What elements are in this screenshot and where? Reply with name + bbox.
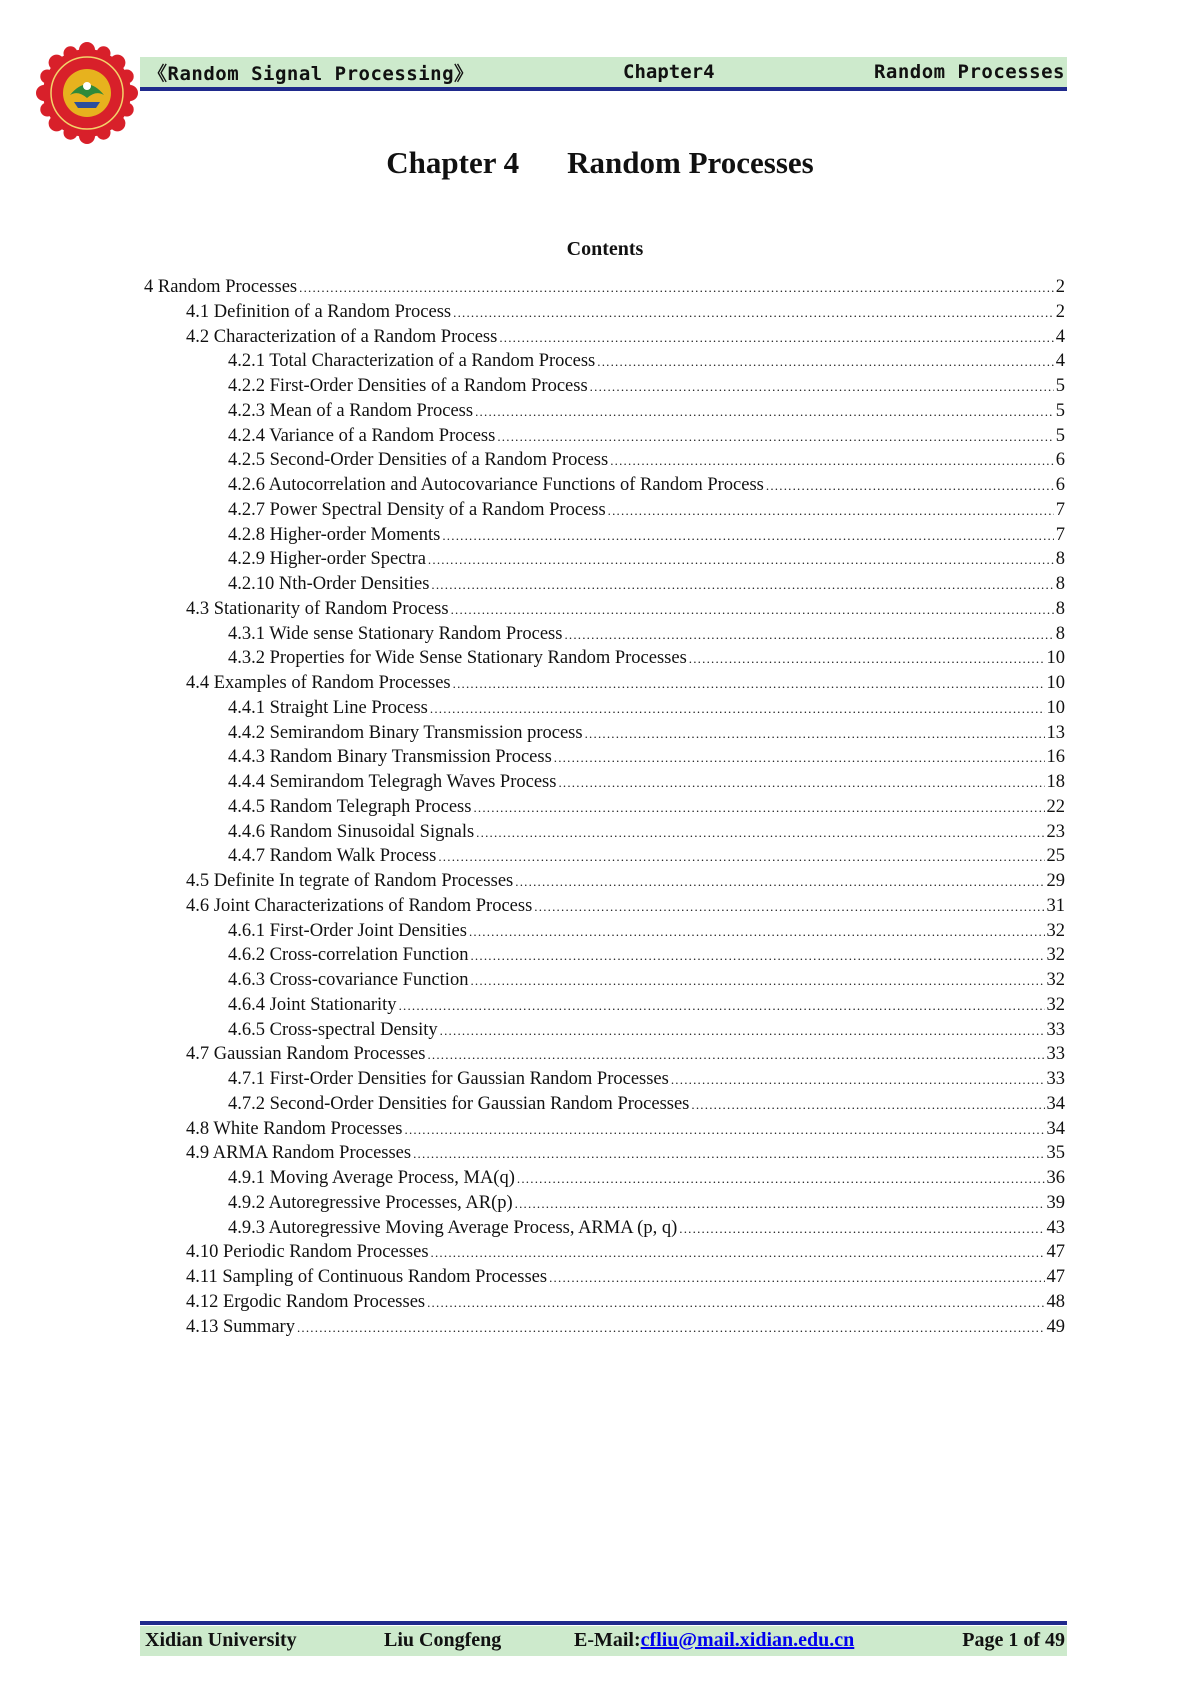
toc-entry-title: 4.4.7 Random Walk Process — [228, 846, 437, 867]
toc-entry-page: 7 — [1055, 499, 1065, 520]
toc-entry-title: 4.6.5 Cross-spectral Density — [228, 1019, 438, 1040]
toc-entry-title: 4.9.1 Moving Average Process, MA(q) — [228, 1168, 515, 1188]
toc-entry[interactable] — [144, 475, 1065, 500]
toc-entry-title: 4.11 Sampling of Continuous Random Processes — [186, 1267, 548, 1287]
toc-entry[interactable] — [144, 1143, 1065, 1168]
toc-entry-title: 4.1 Definition of a Random Process — [186, 301, 452, 322]
toc-dot-leader — [427, 1292, 1044, 1313]
toc-entry-title: 4.6.2 Cross-correlation Function — [228, 945, 469, 966]
toc-entry-title: 4.6 Joint Characterizations of Random Process — [186, 895, 533, 916]
toc-entry[interactable] — [144, 525, 1065, 550]
toc-entry-page: 32 — [1046, 994, 1065, 1015]
toc-entry-title: 4.2.9 Higher-order Spectra — [228, 549, 426, 570]
toc-entry-title: 4.4.1 Straight Line Process — [228, 697, 428, 718]
toc-dot-leader — [438, 846, 1044, 867]
toc-dot-leader — [297, 1317, 1045, 1338]
toc-entry-page: 35 — [1046, 1143, 1065, 1164]
toc-dot-leader — [515, 871, 1044, 892]
toc-entry[interactable] — [144, 376, 1065, 401]
toc-entry-title: 4.4.6 Random Sinusoidal Signals — [228, 821, 475, 842]
toc-entry-page: 18 — [1046, 772, 1065, 792]
toc-entry[interactable] — [144, 896, 1065, 921]
toc-entry-page: 32 — [1046, 920, 1065, 941]
toc-dot-leader — [430, 698, 1045, 719]
toc-dot-leader — [453, 673, 1045, 694]
toc-dot-leader — [427, 1044, 1044, 1065]
footer-email-label: E-Mail: — [574, 1629, 641, 1651]
toc-dot-leader — [515, 1193, 1045, 1214]
toc-entry-page: 7 — [1055, 524, 1065, 545]
toc-entry-title: 4.10 Periodic Random Processes — [186, 1242, 429, 1263]
toc-entry-page: 5 — [1055, 425, 1065, 446]
toc-dot-leader — [691, 1094, 1044, 1115]
toc-entry-page: 31 — [1046, 895, 1065, 916]
toc-entry[interactable] — [144, 327, 1065, 352]
toc-entry[interactable] — [144, 797, 1065, 822]
header-chapter: Chapter4 — [623, 61, 715, 83]
toc-entry-page: 34 — [1046, 1093, 1065, 1114]
toc-entry[interactable] — [144, 1267, 1065, 1292]
toc-entry-page: 33 — [1046, 1044, 1065, 1065]
toc-entry[interactable] — [144, 822, 1065, 847]
toc-entry[interactable] — [144, 624, 1065, 649]
toc-entry-title: 4.9.3 Autoregressive Moving Average Process, ARMA (p, q) — [228, 1217, 678, 1238]
toc-entry-title: 4.6.1 First-Order Joint Densities — [228, 920, 467, 941]
toc-entry[interactable] — [144, 648, 1065, 673]
toc-entry[interactable] — [144, 772, 1065, 797]
toc-dot-leader — [554, 747, 1045, 768]
toc-dot-leader — [590, 376, 1054, 397]
toc-dot-leader — [610, 450, 1054, 471]
toc-dot-leader — [442, 525, 1053, 546]
toc-entry[interactable] — [144, 945, 1065, 970]
toc-entry-title: 4.2.7 Power Spectral Density of a Random Process — [228, 499, 606, 520]
toc-entry-title: 4.12 Ergodic Random Processes — [186, 1291, 426, 1312]
toc-entry-title: 4.2 Characterization of a Random Process — [186, 326, 498, 347]
toc-entry-title: 4.7.2 Second-Order Densities for Gaussian Random Processes — [228, 1093, 690, 1114]
table-of-contents — [144, 277, 1065, 1341]
footer-university: Xidian University — [145, 1629, 297, 1651]
toc-dot-leader — [597, 351, 1054, 372]
toc-entry-title: 4.2.6 Autocorrelation and Autocovariance Functions of Random Process — [228, 475, 764, 495]
header-rule — [140, 87, 1067, 91]
toc-dot-leader — [499, 327, 1053, 348]
toc-entry-page: 4 — [1055, 326, 1065, 347]
footer-author: Liu Congfeng — [384, 1629, 502, 1651]
email-link[interactable]: cfliu@mail.xidian.edu.cn — [640, 1629, 855, 1651]
toc-entry-title: 4.2.3 Mean of a Random Process — [228, 400, 474, 421]
toc-entry-title: 4 Random Processes — [144, 277, 298, 297]
toc-entry[interactable] — [144, 1242, 1065, 1267]
contents-heading: Contents — [566, 238, 644, 260]
toc-entry[interactable] — [144, 970, 1065, 995]
toc-entry-page: 33 — [1046, 1019, 1065, 1040]
toc-entry[interactable] — [144, 1193, 1065, 1218]
toc-dot-leader — [470, 970, 1044, 991]
toc-entry-title: 4.2.5 Second-Order Densities of a Random Process — [228, 450, 609, 471]
toc-entry-title: 4.2.4 Variance of a Random Process — [228, 425, 496, 446]
toc-entry-page: 47 — [1046, 1267, 1065, 1287]
toc-entry-page: 6 — [1055, 450, 1065, 471]
toc-entry-title: 4.2.1 Total Characterization of a Random Process — [228, 351, 596, 372]
toc-entry[interactable] — [144, 1292, 1065, 1317]
toc-entry[interactable] — [144, 1168, 1065, 1193]
footer-email — [574, 1629, 854, 1652]
toc-dot-leader — [440, 1020, 1045, 1041]
toc-entry-title: 4.4.2 Semirandom Binary Transmission process — [228, 722, 583, 743]
toc-entry-title: 4.6.3 Cross-covariance Function — [228, 970, 469, 990]
toc-entry-title: 4.4.3 Random Binary Transmission Process — [228, 747, 552, 768]
toc-entry[interactable] — [144, 277, 1065, 302]
toc-entry-title: 4.4.5 Random Telegraph Process — [228, 796, 472, 817]
toc-entry-page: 23 — [1046, 821, 1065, 842]
toc-entry-page: 6 — [1055, 475, 1065, 495]
toc-entry-page: 5 — [1055, 400, 1065, 421]
toc-entry[interactable] — [144, 500, 1065, 525]
toc-entry[interactable] — [144, 723, 1065, 748]
toc-entry-page: 32 — [1046, 945, 1065, 966]
toc-entry[interactable] — [144, 549, 1065, 574]
toc-dot-leader — [534, 896, 1044, 917]
toc-entry[interactable] — [144, 401, 1065, 426]
page-header — [140, 57, 1067, 87]
toc-entry-title: 4.3.1 Wide sense Stationary Random Process — [228, 623, 563, 644]
toc-dot-leader — [299, 277, 1054, 298]
toc-entry[interactable] — [144, 1218, 1065, 1243]
toc-entry-title: 4.3 Stationarity of Random Process — [186, 598, 449, 619]
toc-entry[interactable] — [144, 1044, 1065, 1069]
toc-dot-leader — [399, 995, 1045, 1016]
toc-dot-leader — [476, 822, 1044, 843]
toc-dot-leader — [470, 945, 1044, 966]
toc-entry-page: 47 — [1046, 1242, 1065, 1263]
toc-entry[interactable] — [144, 574, 1065, 599]
toc-entry-page: 29 — [1046, 871, 1065, 891]
chapter-number: Chapter 4 — [386, 145, 520, 180]
toc-entry-page: 33 — [1046, 1069, 1065, 1089]
chapter-title — [0, 145, 1200, 181]
toc-entry-title: 4.4.4 Semirandom Telegragh Waves Process — [228, 772, 557, 792]
toc-entry[interactable] — [144, 1094, 1065, 1119]
toc-dot-leader — [453, 302, 1054, 323]
toc-entry[interactable] — [144, 921, 1065, 946]
chapter-name: Random Processes — [567, 145, 814, 180]
page-footer — [140, 1626, 1067, 1656]
header-course-title: 《Random Signal Processing》 — [148, 62, 474, 85]
toc-entry[interactable] — [144, 1119, 1065, 1144]
toc-dot-leader — [413, 1143, 1044, 1164]
toc-entry-page: 10 — [1046, 648, 1065, 669]
toc-entry[interactable] — [144, 351, 1065, 376]
footer-rule — [140, 1621, 1067, 1625]
toc-dot-leader — [766, 475, 1054, 496]
toc-dot-leader — [431, 574, 1053, 595]
toc-entry[interactable] — [144, 599, 1065, 624]
toc-dot-leader — [558, 772, 1044, 793]
toc-entry-page: 5 — [1055, 376, 1065, 396]
toc-entry-page: 4 — [1055, 351, 1065, 372]
toc-entry-page: 10 — [1046, 697, 1065, 718]
toc-entry[interactable] — [144, 846, 1065, 871]
toc-entry-title: 4.5 Definite In tegrate of Random Processes — [186, 871, 514, 891]
header-chapter-name: Random Processes — [873, 61, 1065, 83]
toc-entry-page: 43 — [1046, 1217, 1065, 1238]
toc-dot-leader — [585, 723, 1045, 744]
toc-entry-title: 4.9 ARMA Random Processes — [186, 1143, 412, 1164]
toc-entry[interactable] — [144, 747, 1065, 772]
toc-entry[interactable] — [144, 871, 1065, 896]
toc-entry-page: 48 — [1046, 1291, 1065, 1312]
toc-entry-title: 4.2.8 Higher-order Moments — [228, 524, 441, 545]
toc-entry[interactable] — [144, 426, 1065, 451]
toc-entry[interactable] — [144, 1020, 1065, 1045]
toc-entry-title: 4.8 White Random Processes — [186, 1118, 403, 1139]
toc-dot-leader — [517, 1168, 1045, 1189]
toc-entry-page: 13 — [1046, 722, 1065, 743]
toc-dot-leader — [428, 549, 1054, 570]
university-seal-icon — [34, 40, 140, 146]
toc-entry-title: 4.9.2 Autoregressive Processes, AR(p) — [228, 1192, 513, 1213]
toc-entry-page: 39 — [1046, 1192, 1065, 1213]
toc-entry-page: 25 — [1046, 846, 1065, 867]
toc-entry[interactable] — [144, 698, 1065, 723]
toc-entry-page: 36 — [1046, 1168, 1065, 1188]
toc-entry-title: 4.13 Summary — [186, 1316, 295, 1337]
toc-entry-page: 8 — [1055, 598, 1065, 619]
toc-entry-page: 8 — [1055, 574, 1065, 594]
toc-entry-title: 4.4 Examples of Random Processes — [186, 673, 451, 693]
toc-entry-page: 32 — [1046, 970, 1065, 990]
toc-dot-leader — [469, 921, 1045, 942]
toc-dot-leader — [689, 648, 1045, 669]
toc-dot-leader — [671, 1069, 1045, 1090]
toc-entry[interactable] — [144, 1069, 1065, 1094]
toc-entry-page: 34 — [1046, 1118, 1065, 1139]
toc-entry-title: 4.2.2 First-Order Densities of a Random Process — [228, 376, 588, 396]
toc-entry-title: 4.7.1 First-Order Densities for Gaussian Random Processes — [228, 1069, 669, 1089]
toc-entry-page: 8 — [1055, 549, 1065, 570]
toc-entry[interactable] — [144, 673, 1065, 698]
toc-dot-leader — [475, 401, 1054, 422]
toc-entry[interactable] — [144, 1317, 1065, 1342]
toc-entry-title: 4.3.2 Properties for Wide Sense Stationary Random Processes — [228, 648, 687, 669]
toc-dot-leader — [405, 1119, 1045, 1140]
toc-entry-page: 49 — [1046, 1316, 1065, 1337]
toc-dot-leader — [679, 1218, 1044, 1239]
toc-entry-page: 22 — [1046, 796, 1065, 817]
toc-entry-title: 4.6.4 Joint Stationarity — [228, 994, 397, 1015]
toc-entry[interactable] — [144, 302, 1065, 327]
toc-dot-leader — [564, 624, 1053, 645]
toc-entry[interactable] — [144, 995, 1065, 1020]
footer-page-number: Page 1 of 49 — [962, 1629, 1065, 1651]
toc-entry-page: 10 — [1046, 673, 1065, 693]
toc-entry-page: 2 — [1055, 301, 1065, 322]
toc-dot-leader — [451, 599, 1054, 620]
toc-dot-leader — [608, 500, 1054, 521]
toc-entry-page: 2 — [1055, 277, 1065, 297]
toc-dot-leader — [497, 426, 1053, 447]
toc-entry-page: 16 — [1046, 747, 1065, 768]
toc-entry-title: 4.7 Gaussian Random Processes — [186, 1044, 426, 1065]
toc-entry[interactable] — [144, 450, 1065, 475]
toc-entry-title: 4.2.10 Nth-Order Densities — [228, 574, 430, 594]
toc-dot-leader — [431, 1242, 1045, 1263]
toc-dot-leader — [549, 1267, 1044, 1288]
toc-entry-page: 8 — [1055, 623, 1065, 644]
toc-dot-leader — [473, 797, 1044, 818]
